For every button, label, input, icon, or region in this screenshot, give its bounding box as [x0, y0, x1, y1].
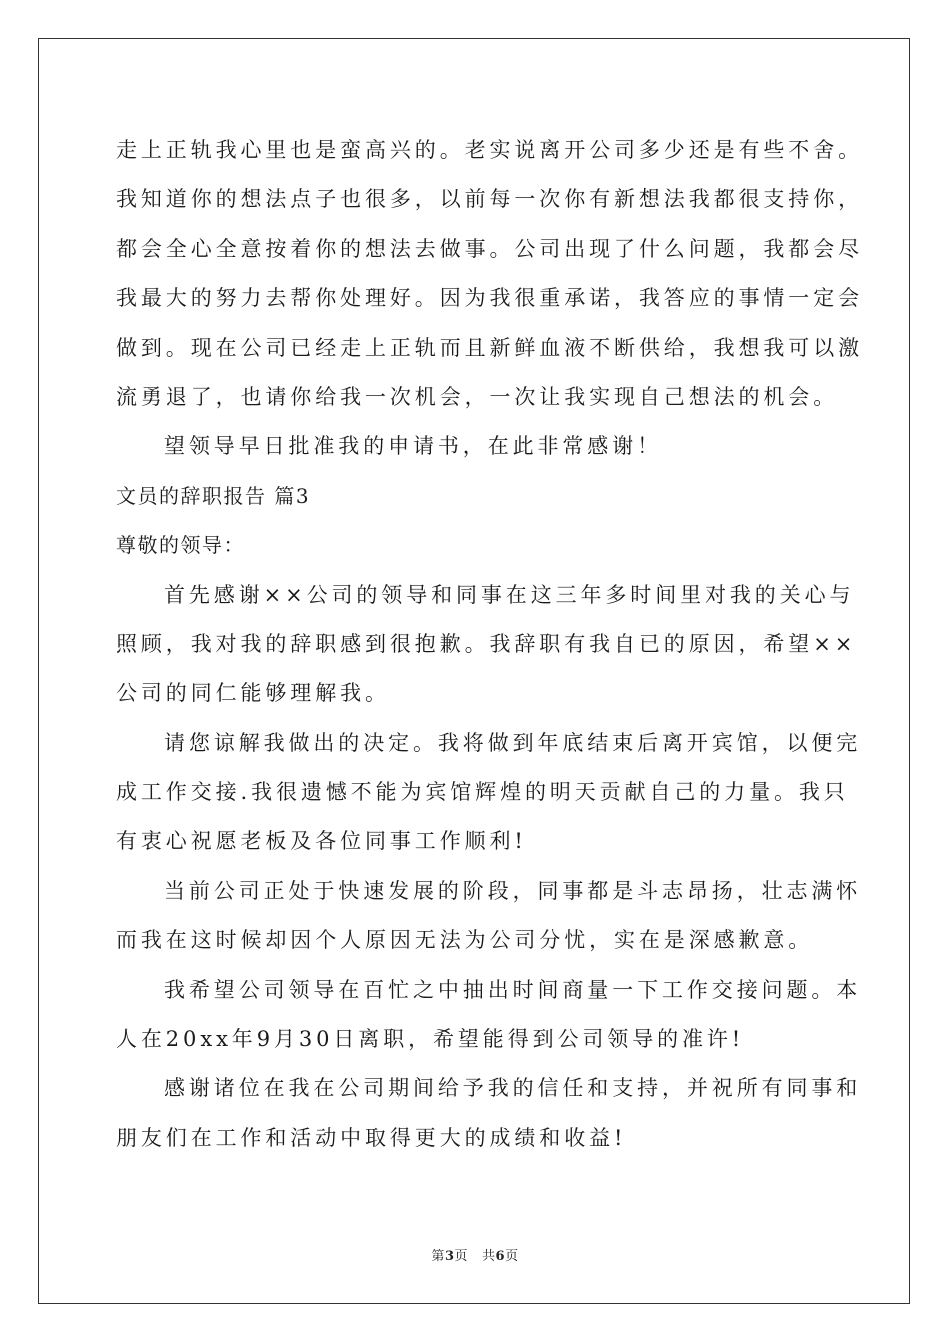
text-line: 成工作交接.我很遗憾不能为宾馆辉煌的明天贡献自己的力量。我只: [116, 780, 849, 805]
page-prefix: 第: [431, 1249, 445, 1264]
text-line: 人在20xx年9月30日离职，希望能得到公司领导的准许!: [116, 1027, 745, 1052]
text-line: 朋友们在工作和活动中取得更大的成绩和收益!: [116, 1125, 627, 1150]
text-line: 我知道你的想法点子也很多，以前每一次你有新想法我都很支持你，: [116, 187, 863, 212]
text-line: 首先感谢××公司的领导和同事在这三年多时间里对我的关心与: [164, 582, 855, 607]
section-title: 文员的辞职报告 篇3: [116, 483, 311, 508]
text-line: 请您谅解我做出的决定。我将做到年底结束后离开宾馆，以便完: [164, 730, 862, 755]
salutation: 尊敬的领导：: [116, 533, 245, 558]
text-line: 我希望公司领导在百忙之中抽出时间商量一下工作交接问题。本: [164, 977, 862, 1002]
text-line: 望领导早日批准我的申请书，在此非常感谢！: [164, 434, 662, 459]
document-body: [116, 126, 863, 1163]
page-current: 3: [444, 1249, 455, 1264]
text-line: 都会全心全意按着你的想法去做事。公司出现了什么问题，我都会尽: [116, 236, 863, 261]
text-line: 公司的同仁能够理解我。: [116, 681, 390, 706]
text-line: 做到。现在公司已经走上正轨而且新鲜血液不断供给，我想我可以激: [116, 335, 863, 360]
page-total: 6: [495, 1249, 506, 1264]
text-line: 当前公司正处于快速发展的阶段，同事都是斗志昂扬，壮志满怀: [164, 878, 862, 903]
text-line: 感谢诸位在我在公司期间给予我的信任和支持，并祝所有同事和: [164, 1076, 862, 1101]
page-suffix: 页: [454, 1249, 468, 1264]
text-line: 照顾，我对我的辞职感到很抱歉。我辞职有我自已的原因，希望××: [116, 631, 857, 656]
text-line: 走上正轨我心里也是蛮高兴的。老实说离开公司多少还是有些不舍。: [116, 138, 863, 162]
text-line: 流勇退了，也请你给我一次机会，一次让我实现自己想法的机会。: [116, 384, 839, 409]
total-suffix: 页: [505, 1249, 519, 1264]
text-line: 我最大的努力去帮你处理好。因为我很重承诺，我答应的事情一定会: [116, 286, 863, 311]
page-footer: [0, 1245, 950, 1264]
text-line: 而我在这时候却因个人原因无法为公司分忧，实在是深感歉意。: [116, 928, 814, 953]
total-prefix: 共: [482, 1249, 496, 1264]
text-line: 有衷心祝愿老板及各位同事工作顺利!: [116, 829, 527, 854]
